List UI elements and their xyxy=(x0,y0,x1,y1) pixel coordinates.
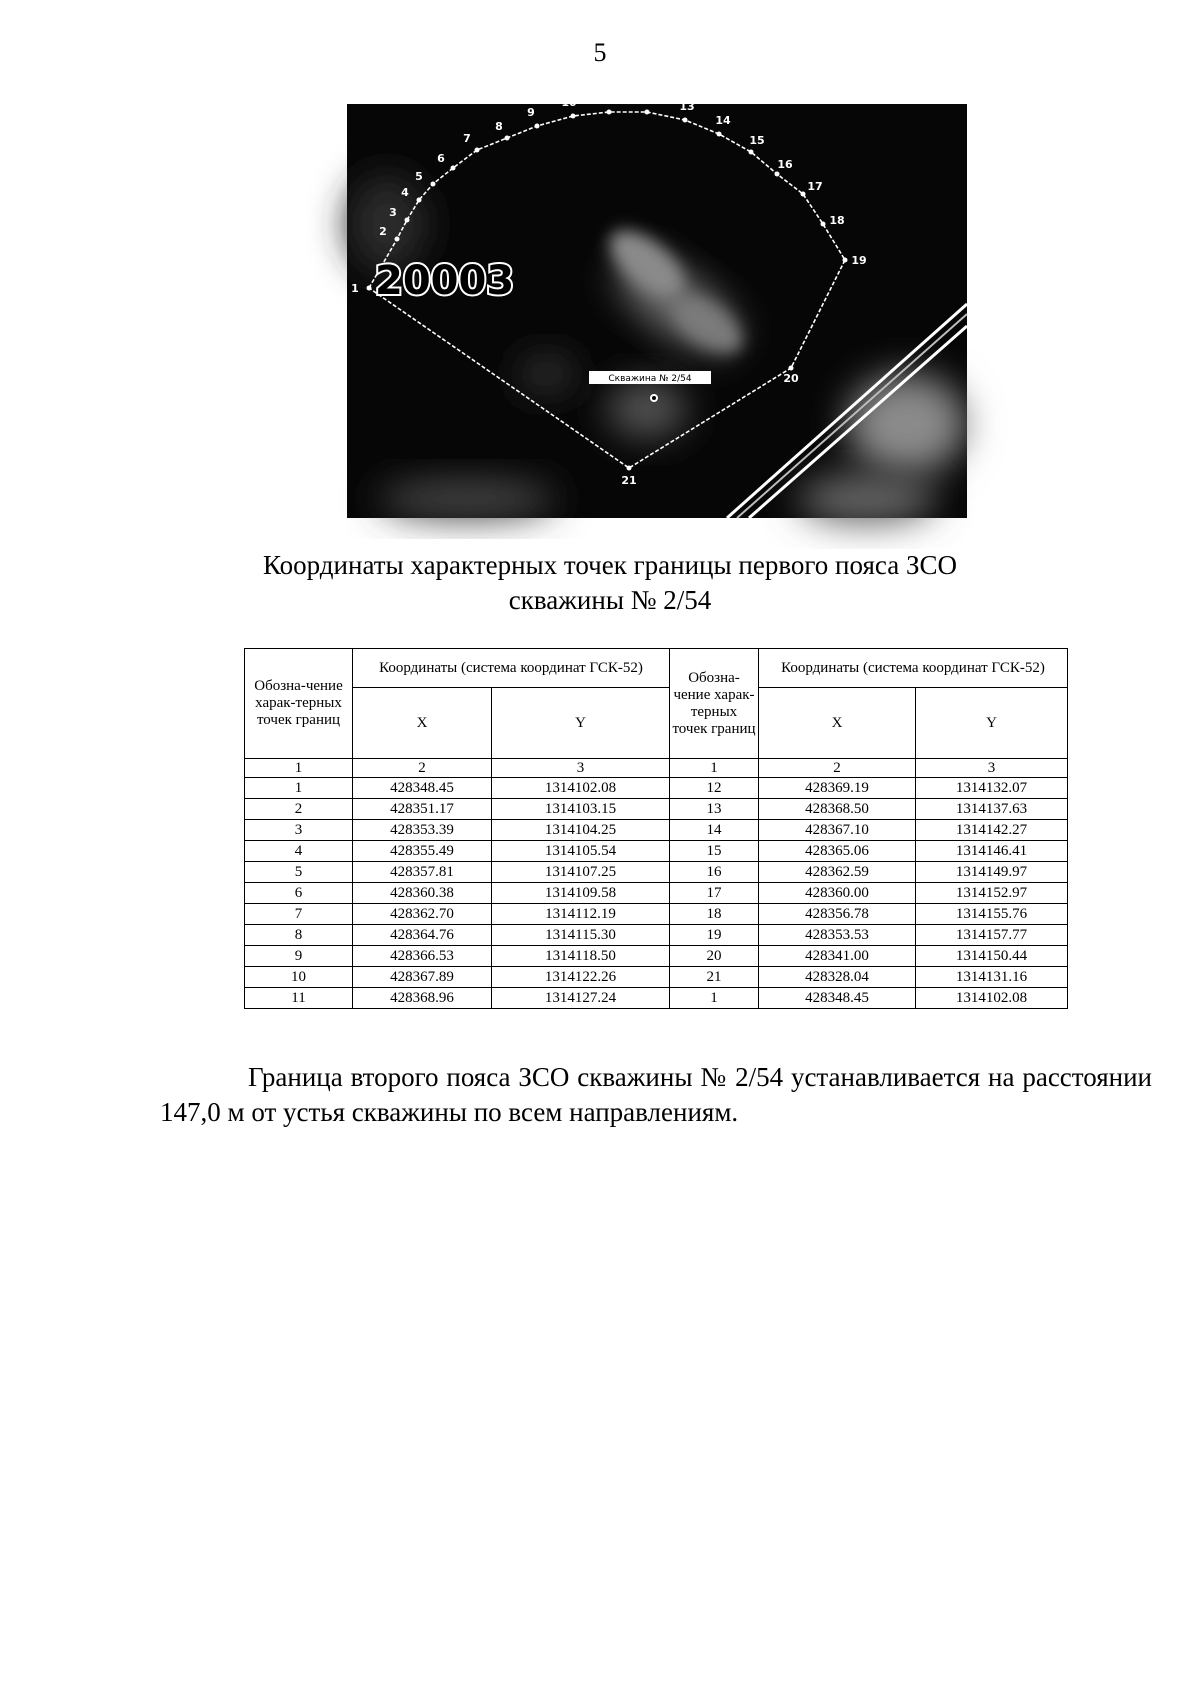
table-cell: 1314102.08 xyxy=(492,778,670,799)
body-paragraph: Граница второго пояса ЗСО скважины № 2/54 устанавливается на расстоянии 147,0 м от устья скважины по всем направлениям. xyxy=(160,1062,1152,1127)
table-caption xyxy=(180,548,1040,618)
header-y-right: Y xyxy=(916,688,1068,759)
table-cell: 1314127.24 xyxy=(492,988,670,1009)
table-cell: 428360.00 xyxy=(759,883,916,904)
table-cell: 428368.96 xyxy=(353,988,492,1009)
boundary-point xyxy=(451,166,456,171)
table-cell: 11 xyxy=(245,988,353,1009)
table-row xyxy=(245,820,1068,841)
table-row xyxy=(245,778,1068,799)
table-cell: 428357.81 xyxy=(353,862,492,883)
table-cell: 18 xyxy=(670,904,759,925)
table-row xyxy=(245,862,1068,883)
table-cell: 428353.53 xyxy=(759,925,916,946)
col-num: 2 xyxy=(759,759,916,778)
table-row xyxy=(245,841,1068,862)
boundary-point xyxy=(749,150,754,155)
boundary-point-label: 14 xyxy=(715,114,731,127)
table-cell: 428341.00 xyxy=(759,946,916,967)
table-cell: 1314109.58 xyxy=(492,883,670,904)
satellite-map-image xyxy=(347,92,967,518)
table-cell: 428348.45 xyxy=(353,778,492,799)
table-cell: 1314107.25 xyxy=(492,862,670,883)
table-cell: 428364.76 xyxy=(353,925,492,946)
boundary-point-label: 18 xyxy=(829,214,845,227)
header-coords-left: Координаты (система координат ГСК-52) xyxy=(353,649,670,688)
boundary-point xyxy=(821,222,826,227)
table-cell: 1314152.97 xyxy=(916,883,1068,904)
boundary-point xyxy=(505,136,510,141)
boundary-point-label: 19 xyxy=(851,254,867,267)
table-cell: 428328.04 xyxy=(759,967,916,988)
table-cell: 17 xyxy=(670,883,759,904)
boundary-point-label: 8 xyxy=(495,120,503,133)
boundary-point xyxy=(801,192,806,197)
table-row xyxy=(245,883,1068,904)
table-cell: 6 xyxy=(245,883,353,904)
boundary-point-label: 13 xyxy=(679,100,695,113)
table-row xyxy=(245,904,1068,925)
table-cell: 1314104.25 xyxy=(492,820,670,841)
table-cell: 20 xyxy=(670,946,759,967)
table-cell: 428366.53 xyxy=(353,946,492,967)
caption-line-2: скважины № 2/54 xyxy=(508,585,712,615)
boundary-point-label: 11 xyxy=(599,92,615,105)
boundary-point-label: 7 xyxy=(463,132,471,145)
boundary-point xyxy=(395,237,400,242)
table-header-xy-row xyxy=(245,688,1068,759)
well-label: Скважина № 2/54 xyxy=(608,374,692,384)
header-coords-right: Координаты (система координат ГСК-52) xyxy=(759,649,1068,688)
boundary-point xyxy=(683,118,688,123)
table-row xyxy=(245,925,1068,946)
table-cell: 15 xyxy=(670,841,759,862)
table-cell: 1314115.30 xyxy=(492,925,670,946)
header-point-right: Обозна-чение харак-терных точек границ xyxy=(670,649,759,759)
table-cell: 428367.89 xyxy=(353,967,492,988)
table-cell: 1314149.97 xyxy=(916,862,1068,883)
table-cell: 428362.70 xyxy=(353,904,492,925)
boundary-point-label: 17 xyxy=(807,180,823,193)
table-cell: 10 xyxy=(245,967,353,988)
table-cell: 428355.49 xyxy=(353,841,492,862)
boundary-point xyxy=(367,286,372,291)
table-cell: 428368.50 xyxy=(759,799,916,820)
table-cell: 428356.78 xyxy=(759,904,916,925)
table-cell: 1314105.54 xyxy=(492,841,670,862)
table-cell: 1314103.15 xyxy=(492,799,670,820)
boundary-point-label: 15 xyxy=(749,134,765,147)
table-cell: 16 xyxy=(670,862,759,883)
table-cell: 428353.39 xyxy=(353,820,492,841)
table-header-row xyxy=(245,649,1068,688)
boundary-point xyxy=(843,258,848,263)
boundary-point xyxy=(645,110,650,115)
col-num: 3 xyxy=(492,759,670,778)
boundary-point-label: 2 xyxy=(379,225,387,238)
boundary-point xyxy=(535,124,540,129)
boundary-point xyxy=(475,148,480,153)
table-cell: 1314142.27 xyxy=(916,820,1068,841)
header-point-left: Обозна-чение харак-терных точек границ xyxy=(245,649,353,759)
table-cell: 14 xyxy=(670,820,759,841)
boundary-point xyxy=(607,110,612,115)
table-cell: 428351.17 xyxy=(353,799,492,820)
table-cell: 1314102.08 xyxy=(916,988,1068,1009)
boundary-point-label: 12 xyxy=(639,92,655,105)
table-row xyxy=(245,799,1068,820)
table-cell: 4 xyxy=(245,841,353,862)
boundary-point xyxy=(405,218,410,223)
boundary-point xyxy=(571,114,576,119)
table-row xyxy=(245,967,1068,988)
map-svg xyxy=(347,92,967,518)
table-cell: 1314112.19 xyxy=(492,904,670,925)
boundary-point xyxy=(627,466,632,471)
header-x-right: X xyxy=(759,688,916,759)
table-cell: 8 xyxy=(245,925,353,946)
coordinates-table xyxy=(244,648,1068,1009)
boundary-point xyxy=(717,132,722,137)
table-cell: 1314150.44 xyxy=(916,946,1068,967)
boundary-point-label: 20 xyxy=(783,372,799,385)
table-cell: 428348.45 xyxy=(759,988,916,1009)
table-cell: 1314132.07 xyxy=(916,778,1068,799)
boundary-point-label: 5 xyxy=(415,170,423,183)
table-cell: 1314146.41 xyxy=(916,841,1068,862)
table-column-numbers-row xyxy=(245,759,1068,778)
col-num: 3 xyxy=(916,759,1068,778)
caption-line-1: Координаты характерных точек границы первого пояса ЗСО xyxy=(263,550,957,580)
table-cell: 1314137.63 xyxy=(916,799,1068,820)
table-cell: 12 xyxy=(670,778,759,799)
table-cell: 19 xyxy=(670,925,759,946)
table-cell: 2 xyxy=(245,799,353,820)
boundary-point xyxy=(789,366,794,371)
boundary-point-label: 4 xyxy=(401,186,409,199)
table-cell: 1 xyxy=(245,778,353,799)
boundary-point-label: 21 xyxy=(621,474,637,487)
boundary-point-label: 6 xyxy=(437,152,445,165)
table-cell: 5 xyxy=(245,862,353,883)
table-cell: 1314131.16 xyxy=(916,967,1068,988)
boundary-point-label: 9 xyxy=(527,106,535,119)
boundary-point-label: 1 xyxy=(351,282,359,295)
boundary-point xyxy=(417,198,422,203)
col-num: 1 xyxy=(670,759,759,778)
parcel-label: 20003 xyxy=(375,258,515,304)
table-row xyxy=(245,988,1068,1009)
table-cell: 9 xyxy=(245,946,353,967)
table-row xyxy=(245,946,1068,967)
table-cell: 1314118.50 xyxy=(492,946,670,967)
header-x-left: X xyxy=(353,688,492,759)
boundary-point-label: 16 xyxy=(777,158,793,171)
table-cell: 1 xyxy=(670,988,759,1009)
table-cell: 428360.38 xyxy=(353,883,492,904)
table-cell: 1314122.26 xyxy=(492,967,670,988)
table-cell: 7 xyxy=(245,904,353,925)
col-num: 2 xyxy=(353,759,492,778)
table-cell: 428367.10 xyxy=(759,820,916,841)
boundary-point-label: 3 xyxy=(389,206,397,219)
boundary-point xyxy=(775,172,780,177)
boundary-point xyxy=(431,182,436,187)
table-cell: 1314155.76 xyxy=(916,904,1068,925)
header-y-left: Y xyxy=(492,688,670,759)
boundary-point-label: 10 xyxy=(561,96,577,109)
col-num: 1 xyxy=(245,759,353,778)
table-cell: 428369.19 xyxy=(759,778,916,799)
table-cell: 13 xyxy=(670,799,759,820)
table-cell: 428365.06 xyxy=(759,841,916,862)
page-number: 5 xyxy=(593,38,607,67)
table-cell: 3 xyxy=(245,820,353,841)
table-cell: 1314157.77 xyxy=(916,925,1068,946)
table-cell: 21 xyxy=(670,967,759,988)
table-cell: 428362.59 xyxy=(759,862,916,883)
